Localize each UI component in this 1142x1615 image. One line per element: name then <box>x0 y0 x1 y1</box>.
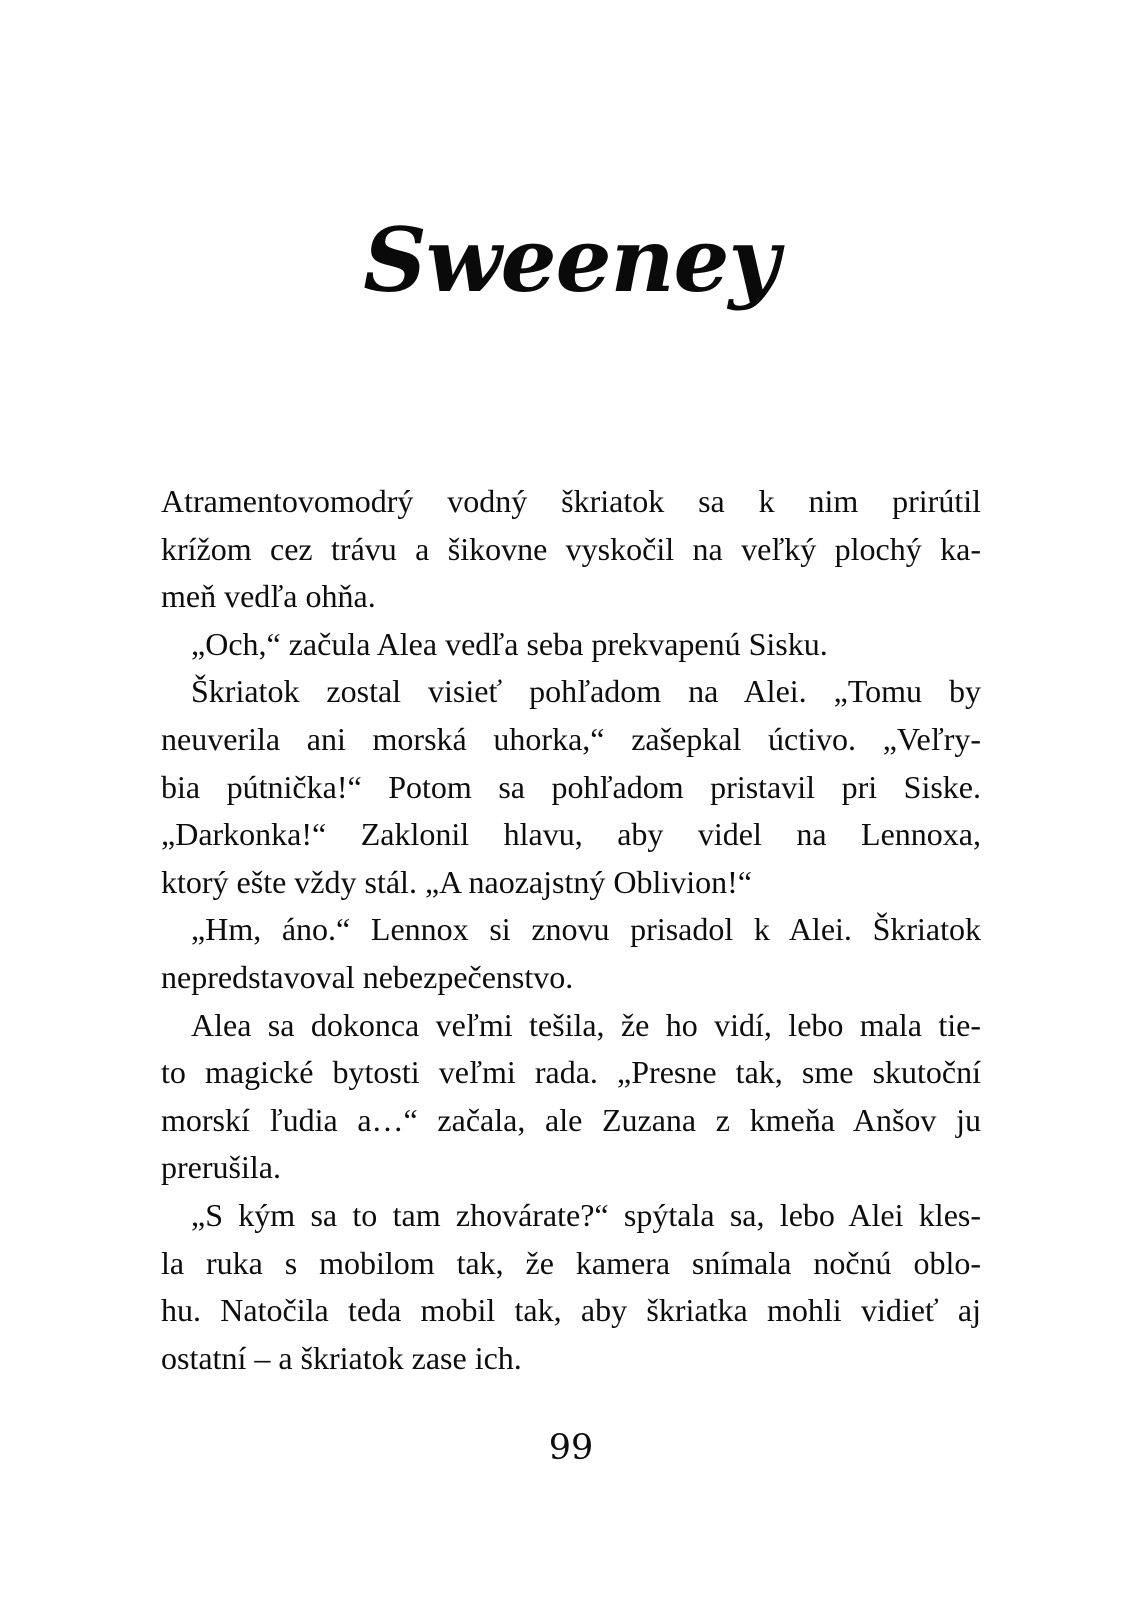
paragraph <box>161 621 981 669</box>
text-line: to magické bytosti veľmi rada. „Presne tak, sme skutoční <box>161 1054 981 1091</box>
text-line: „Hm, áno.“ Lennox si znovu prisadol k Alei. Škriatok <box>191 911 981 948</box>
paragraph <box>161 478 981 621</box>
text-line: Alea sa dokonca veľmi tešila, že ho vidí, lebo mala tie- <box>191 1006 981 1043</box>
paragraph <box>161 1002 981 1192</box>
text-block <box>161 478 981 1382</box>
paragraph <box>161 906 981 1001</box>
text-line: morskí ľudia a…“ začala, ale Zuzana z kmeňa Anšov ju <box>161 1101 981 1138</box>
text-line: meň vedľa ohňa. <box>161 578 376 615</box>
paragraph <box>161 668 981 906</box>
text-line: bia pútnička!“ Potom sa pohľadom pristavil pri Siske. <box>161 768 981 805</box>
text-line: ktorý ešte vždy stál. „A naozajstný Oblivion!“ <box>161 863 752 900</box>
text-line: Atramentovomodrý vodný škriatok sa k nim prirútil <box>161 483 981 519</box>
text-line: „Darkonka!“ Zaklonil hlavu, aby videl na Lennoxa, <box>161 816 981 853</box>
page-number: 99 <box>548 1428 594 1468</box>
text-line: krížom cez trávu a šikovne vyskočil na veľký plochý ka- <box>161 530 981 567</box>
text-line: „S kým sa to tam zhovárate?“ spýtala sa, lebo Alei kles- <box>191 1196 981 1233</box>
text-line: la ruka s mobilom tak, že kamera snímala nočnú oblo- <box>161 1244 981 1281</box>
text-line: hu. Natočila teda mobil tak, aby škriatka mohli vidieť aj <box>161 1292 981 1329</box>
text-line: neuverila ani morská uhorka,“ zašepkal úctivo. „Veľry- <box>161 720 981 757</box>
chapter-title: Sweeney <box>363 208 779 312</box>
text-line: prerušila. <box>161 1149 281 1186</box>
text-line: „Och,“ začula Alea vedľa seba prekvapenú Sisku. <box>191 625 828 662</box>
text-line: nepredstavoval nebezpečenstvo. <box>161 958 574 995</box>
text-line: Škriatok zostal visieť pohľadom na Alei. „Tomu by <box>191 673 981 710</box>
text-line: ostatní – a škriatok zase ich. <box>161 1339 522 1376</box>
paragraph <box>161 1192 981 1382</box>
